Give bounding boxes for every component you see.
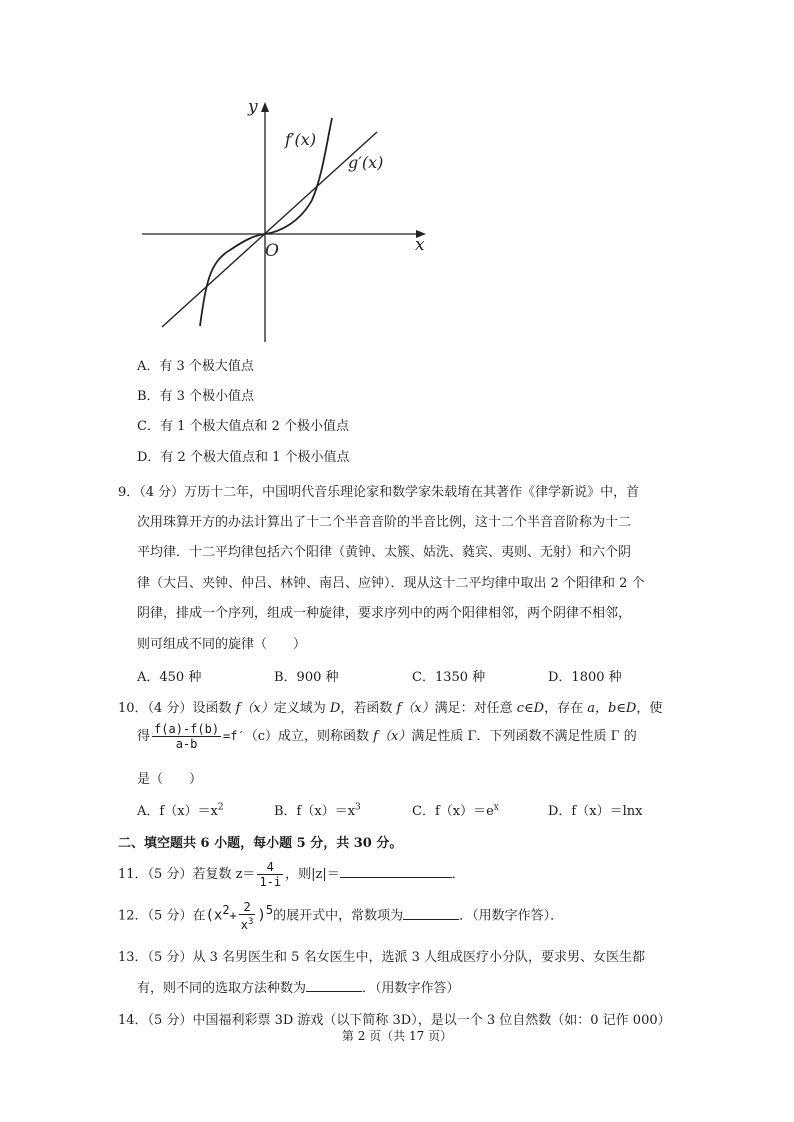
q8-option-a: A．有 3 个极大值点 xyxy=(137,359,254,374)
origin-label: O xyxy=(265,241,279,261)
q10-option-d: D．f（x）＝lnx xyxy=(548,804,643,819)
q9-line-4: 律（大吕、夹钟、仲吕、林钟、南吕、应钟）．现从这十二平均律中取出 2 个阳律和 2 个 xyxy=(137,576,645,591)
q10-option-a: A．$f(x)=x^2$ xyxy=(137,802,224,819)
q9-option-d: D．1800 种 xyxy=(548,670,622,685)
g-prime-label: g′(x) xyxy=(348,153,384,172)
f-prime-curve xyxy=(200,118,332,326)
q13-answer-blank[interactable] xyxy=(306,979,362,992)
f-prime-label: f′(x) xyxy=(285,130,317,149)
y-axis-arrow xyxy=(261,102,269,112)
q9-line-6: 则可组成不同的旋律（ ） xyxy=(137,637,307,652)
page-footer: 第 2 页（共 17 页） xyxy=(341,1029,453,1043)
y-axis-label: y xyxy=(248,97,258,117)
q10-line-1: 10．（4 分）设函数 f（x）定义域为 D，若函数 f（x）满足：对任意 c∈D，存在 a，b∈D，使 xyxy=(118,701,663,716)
q9-option-c: C．1350 种 xyxy=(412,670,486,685)
q13-line-2: 有，则不同的选取方法种数为 ．（用数字作答） xyxy=(137,981,460,996)
q10-option-c: C．$f(x)=e^x$ xyxy=(412,802,499,819)
q11-answer-blank[interactable] xyxy=(340,865,452,878)
q11-fraction: $\frac{4}{1-i}$ xyxy=(259,860,282,889)
q10-fraction: $\frac{f(a)-f(b)}{a-b}$ xyxy=(154,722,220,751)
section-2-heading: 二、填空题共 6 小题，每小题 5 分，共 30 分。 xyxy=(118,836,403,851)
q9-line-1: 9．（4 分）万历十二年，中国明代音乐理论家和数学家朱载堉在其著作《律学新说》中，首 xyxy=(118,485,640,500)
q9-line-2: 次用珠算开方的办法计算出了十二个半音音阶的半音比例，这十二个半音音阶称为十二 xyxy=(137,515,632,530)
q11: 11．（5 分）若复数 z＝ $\frac{4}{1-i}$ ，则|z|＝ ． xyxy=(118,860,465,889)
q9-option-b: B．900 种 xyxy=(274,670,339,685)
x-axis-label: x xyxy=(415,235,425,255)
q13-line-1: 13．（5 分）从 3 名男医生和 5 名女医生中，选派 3 人组成医疗小分队，要求男、女医生都 xyxy=(118,950,646,965)
q12-answer-blank[interactable] xyxy=(403,907,459,920)
q10-line-3: 是（ ） xyxy=(137,772,203,787)
q8-option-c: C．有 1 个极大值点和 2 个极小值点 xyxy=(137,419,350,434)
q10-option-b: B．$f(x)=x^3$ xyxy=(274,802,361,819)
q12-fraction: $\frac{2}{x^3}$ xyxy=(240,900,254,932)
q12: 12．（5 分）在($x^2+$ $\frac{2}{x^3}$ )$^5$的展开式中，常数项为 ．（用数字作答）． xyxy=(118,900,564,932)
derivative-graph xyxy=(140,92,440,352)
q8-option-b: B．有 3 个极小值点 xyxy=(137,389,255,404)
q14-line-1: 14．（5 分）中国福利彩票 3D 游戏（以下简称 3D），是以一个 3 位自然数（如：0 记作 000） xyxy=(118,1013,671,1028)
g-prime-line xyxy=(162,132,377,327)
q9-line-3: 平均律．十二平均律包括六个阳律（黄钟、太簇、姑洗、蕤宾、夷则、无射）和六个阴 xyxy=(137,545,632,560)
q9-option-a: A．450 种 xyxy=(137,670,202,685)
q9-line-5: 阴律，排成一个序列，组成一种旋律，要求序列中的两个阳律相邻，两个阴律不相邻， xyxy=(137,606,632,621)
q8-option-d: D．有 2 个极大值点和 1 个极小值点 xyxy=(137,450,350,465)
q10-line-2: 得 $\frac{f(a)-f(b)}{a-b}$ =f′（c）成立，则称函数 f（x）满足性质 Γ．下列函数不满足性质 Γ 的 xyxy=(137,722,637,751)
